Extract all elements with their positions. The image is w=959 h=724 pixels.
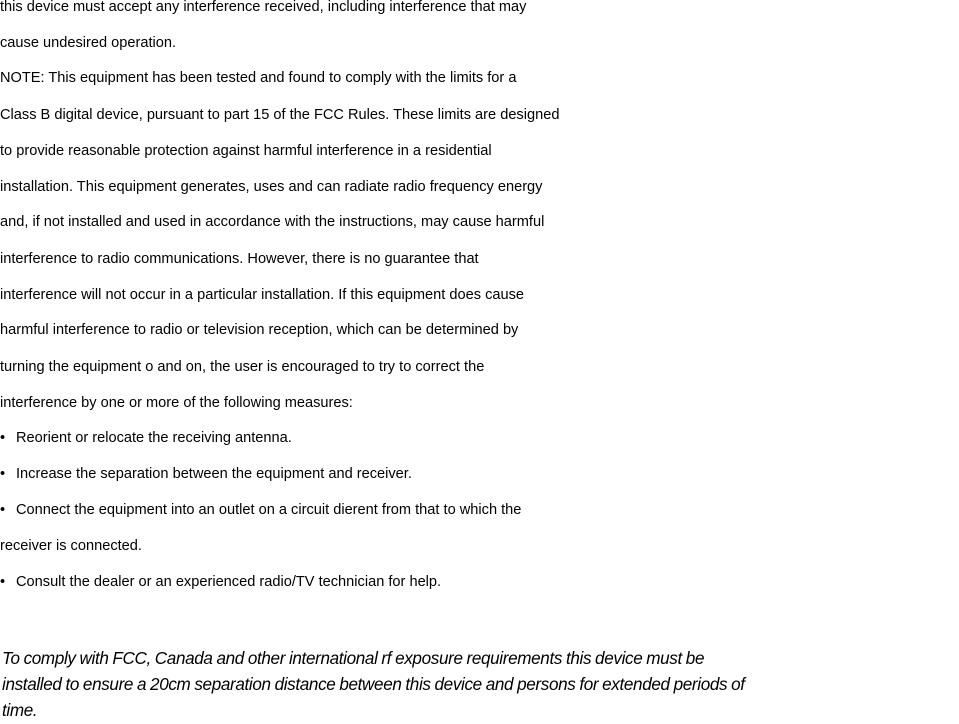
bullet-text: Reorient or relocate the receiving antenna. [16, 430, 292, 446]
bullet-item [0, 573, 441, 591]
text-line: turning the equipment o and on, the user is encouraged to try to correct the [0, 359, 485, 375]
text-line: interference by one or more of the following measures: [0, 395, 353, 411]
rf-notice-line: time. [2, 701, 38, 720]
text-line: and, if not installed and used in accordance with the instructions, may cause harmful [0, 214, 545, 230]
text-line: Class B digital device, pursuant to part 15 of the FCC Rules. These limits are designed [0, 107, 560, 123]
bullet-continuation: receiver is connected. [0, 538, 142, 554]
text-line: installation. This equipment generates, uses and can radiate radio frequency energy [0, 179, 543, 195]
text-line: harmful interference to radio or television reception, which can be determined by [0, 322, 519, 338]
bullet-marker: • [0, 466, 6, 482]
bullet-marker: • [0, 502, 6, 518]
bullet-text: Connect the equipment into an outlet on a circuit dierent from that to which the [16, 502, 522, 518]
text-line: to provide reasonable protection against harmful interference in a residential [0, 143, 492, 159]
bullet-text: Consult the dealer or an experienced radio/TV technician for help. [16, 574, 442, 590]
text-line: cause undesired operation. [0, 35, 177, 51]
rf-exposure-notice [2, 646, 959, 724]
bullet-item [0, 465, 412, 483]
text-line: interference will not occur in a particular installation. If this equipment does cause [0, 287, 525, 303]
bullet-item [0, 429, 292, 447]
rf-notice-line: To comply with FCC, Canada and other international rf exposure requirements this device must be [2, 649, 705, 668]
rf-notice-line: installed to ensure a 20cm separation distance between this device and persons for extended periods of [2, 675, 745, 694]
bullet-item [0, 501, 521, 519]
text-line: interference to radio communications. However, there is no guarantee that [0, 251, 479, 267]
bullet-marker: • [0, 574, 6, 590]
text-line: this device must accept any interference received, including interference that may [0, 0, 527, 15]
bullet-text: Increase the separation between the equipment and receiver. [16, 466, 412, 482]
bullet-marker: • [0, 430, 6, 446]
text-line: NOTE: This equipment has been tested and found to comply with the limits for a [0, 70, 517, 86]
